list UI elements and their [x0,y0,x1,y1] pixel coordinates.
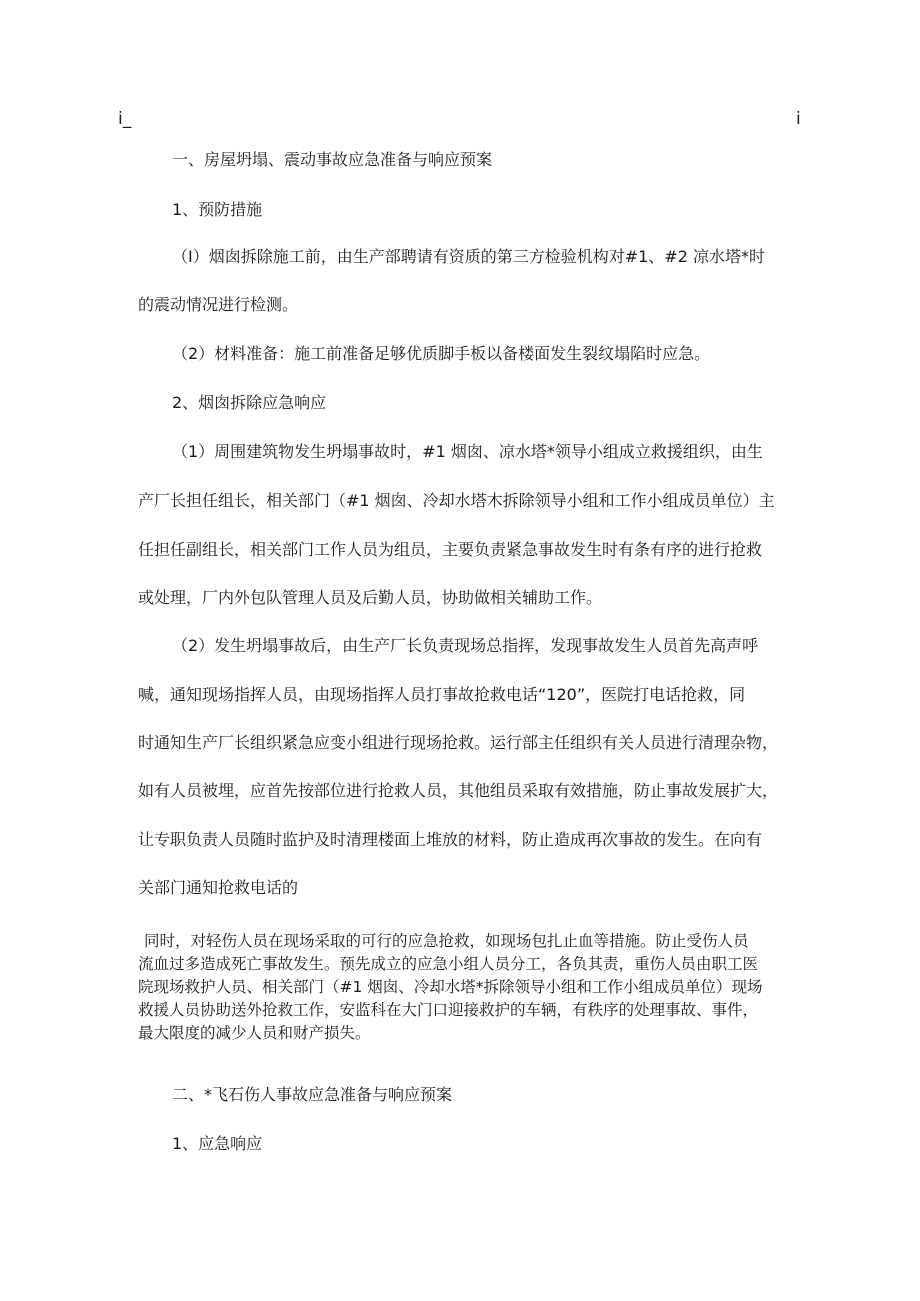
subsection-1-1-title: 1、预防措施 [172,200,263,219]
paragraph-line: 流血过多造成死亡事故发生。预先成立的应急小组人员分工，各负其责，重伤人员由职工医 [138,955,759,973]
section-2-title: 二、*飞石伤人事故应急准备与响应预案 [172,1085,453,1104]
paragraph-line: 救援人员协助送外抢救工作，安监科在大门口迎接救护的车辆，有秩序的处理事故、事件， [138,1001,759,1019]
paragraph-line: （1）周围建筑物发生坍塌事故时，#1 烟囱、凉水塔*领导小组成立救援组织，由生 [172,442,763,461]
section-1-title: 一、房屋坍塌、震动事故应急准备与响应预案 [172,150,493,169]
header-left-mark: i_ [118,109,132,129]
paragraph-line: 的震动情况进行检测。 [138,295,299,314]
paragraph-line: 产厂长担任组长，相关部门（#1 烟囱、冷却水塔木拆除领导小组和工作小组成员单位）主 [138,491,775,510]
paragraph-line: 关部门通知抢救电话的 [138,878,299,897]
paragraph-line: 时通知生产厂长组织紧急应变小组进行现场抢救。运行部主任组织有关人员进行清理杂物， [138,733,779,752]
header-right-mark: i [796,109,801,129]
paragraph-line: 任担任副组长，相关部门工作人员为组员，主要负责紧急事故发生时有条有序的进行抢救 [138,540,763,559]
paragraph-line: 最大限度的减少人员和财产损失。 [138,1024,371,1042]
subsection-2-1-title: 1、应急响应 [172,1134,263,1153]
paragraph-line: 同时，对轻伤人员在现场采取的可行的应急抢救，如现场包扎止血等措施。防止受伤人员 [144,932,749,950]
paragraph-line: 或处理，厂内外包队管理人员及后勤人员，协助做相关辅助工作。 [138,588,603,607]
paragraph-line: 喊，通知现场指挥人员，由现场指挥人员打事故抢救电话“120”，医院打电话抢救，同 [138,685,746,704]
subsection-1-2-title: 2、烟囱拆除应急响应 [172,393,327,412]
paragraph-line: （I）烟囱拆除施工前，由生产部聘请有资质的第三方检验机构对#1、#2 凉水塔*时 [172,247,765,266]
paragraph-line: 如有人员被埋，应首先按部位进行抢救人员，其他组员采取有效措施，防止事故发展扩大， [138,781,779,800]
paragraph-line: （2）材料准备：施工前准备足够优质脚手板以备楼面发生裂纹塌陷时应急。 [172,344,711,363]
paragraph-line: （2）发生坍塌事故后，由生产厂长负责现场总指挥，发现事故发生人员首先高声呼 [172,636,759,655]
paragraph-line: 让专职负责人员随时监护及时清理楼面上堆放的材料，防止造成再次事故的发生。在向有 [138,830,763,849]
paragraph-line: 院现场救护人员、相关部门（#1 烟囱、冷却水塔*拆除领导小组和工作小组成员单位）现场 [138,978,763,996]
